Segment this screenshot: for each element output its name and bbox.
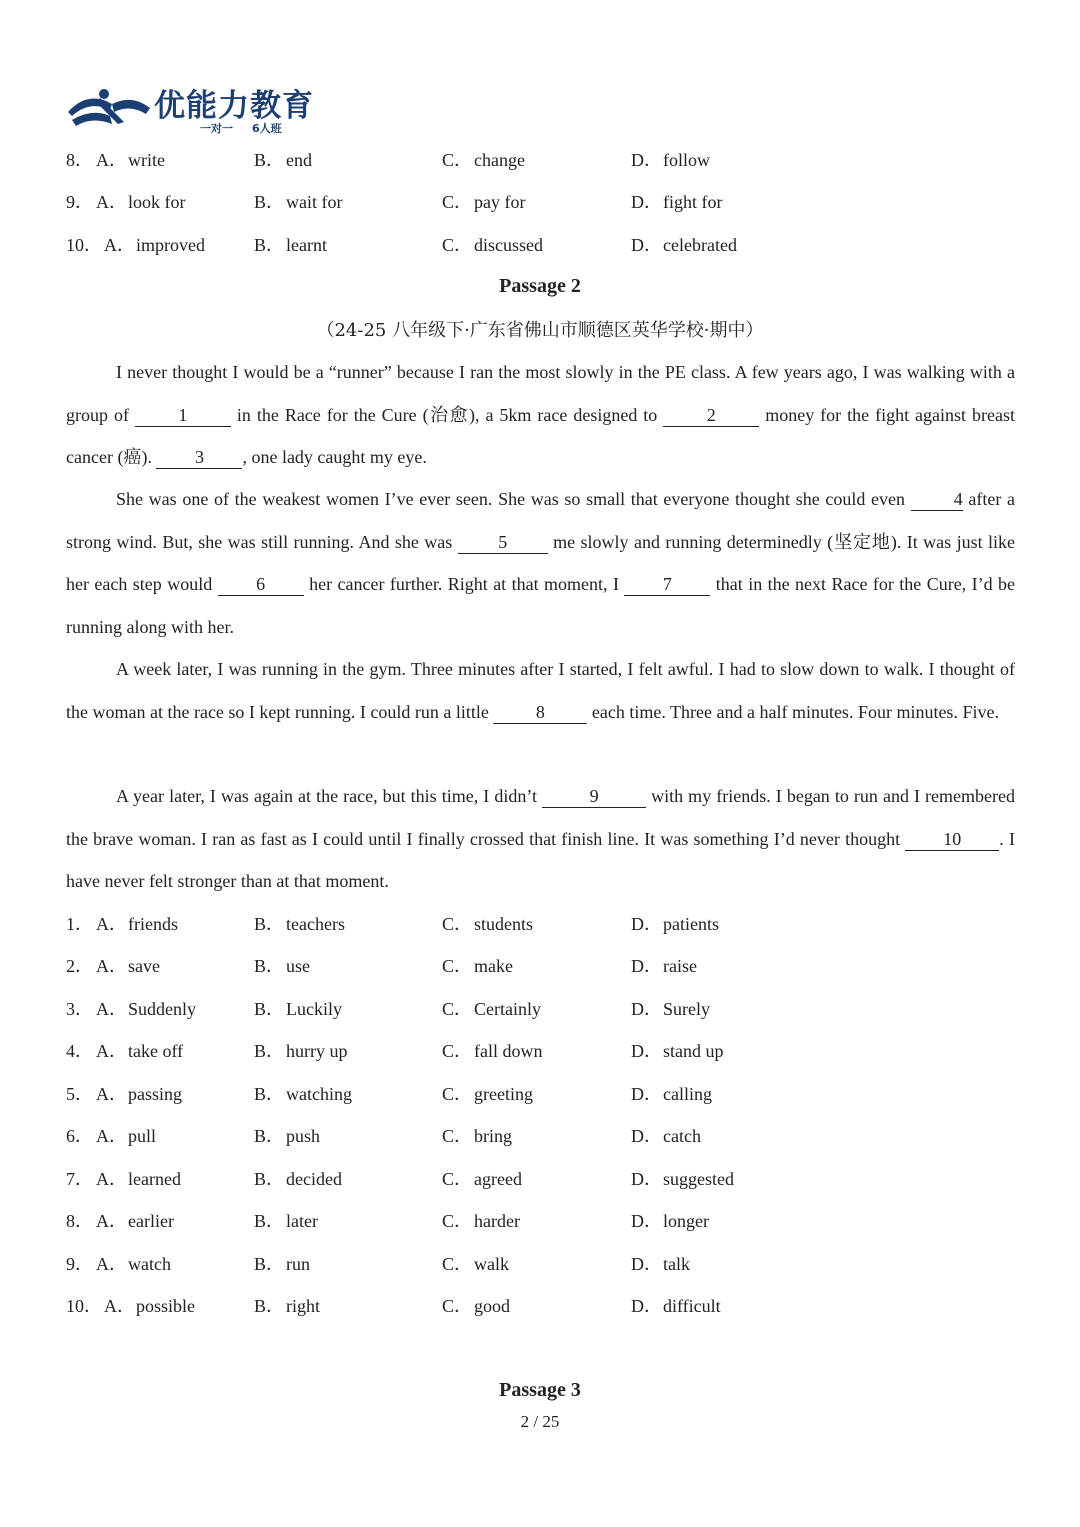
option-a: A．improved [104, 235, 205, 255]
passage-2-title: Passage 2 [499, 275, 581, 297]
blank-7: 7 [624, 573, 710, 596]
option-b: B． run [254, 1254, 310, 1274]
option-c: C． Certainly [442, 999, 541, 1019]
option-b: B． wait for [254, 192, 343, 212]
option-a: A．earlier [96, 1211, 174, 1231]
option-d: D．stand up [631, 1041, 724, 1061]
paragraph-1: I never thought I would be a “runner” because I ran the most slowly in the PE class. A few years ago, I was walking with a group of 1 in the Race for the Cure (治愈), a 5km race designed to 2 money for the fight against breast cancer (癌). 3 , one lady caught my eye. [66, 362, 1015, 467]
question-number: 8． [66, 150, 93, 170]
option-d: D．difficult [631, 1296, 721, 1316]
passage-2-source: （24-25 八年级下·广东省佛山市顺德区英华学校·期中） [316, 320, 764, 341]
blank-1: 1 [135, 404, 231, 427]
option-b: B． hurry up [254, 1041, 348, 1061]
option-c: C． bring [442, 1126, 512, 1146]
question-number: 9． [66, 192, 93, 212]
option-c: C． agreed [442, 1169, 522, 1189]
question-number: 2． [66, 956, 93, 976]
option-b: B． Luckily [254, 999, 342, 1019]
option-a: A．Suddenly [96, 999, 197, 1019]
option-a: A．learned [96, 1169, 181, 1189]
option-a: A．write [96, 150, 165, 170]
blank-8: 8 [493, 701, 587, 724]
question-number: 8． [66, 1211, 93, 1231]
blank-6: 6 [218, 573, 304, 596]
option-a: A．watch [96, 1254, 171, 1274]
paragraph-4: A year later, I was again at the race, but this time, I didn’t 9 with my friends. I began to run and I remembered the brave woman. I ran as fast as I could until I finally crossed that finish line. It was something I’d never thought 10 . I have never felt stronger than at that moment. [66, 786, 1016, 891]
option-a: A．save [96, 956, 160, 976]
option-c: C． walk [442, 1254, 509, 1274]
option-b: B． decided [254, 1169, 342, 1189]
option-d: D．Surely [631, 999, 710, 1019]
option-b: B． push [254, 1126, 321, 1146]
question-number: 10． [66, 1296, 102, 1316]
question-number: 5． [66, 1084, 93, 1104]
option-d: D．follow [631, 150, 710, 170]
question-number: 4． [66, 1041, 93, 1061]
question-number: 7． [66, 1169, 93, 1189]
question-number: 6． [66, 1126, 93, 1146]
option-a: A．look for [96, 192, 186, 212]
option-b: B． watching [254, 1084, 352, 1104]
page-number: 2 / 25 [520, 1412, 560, 1431]
option-d: D．calling [631, 1084, 712, 1104]
option-a: A．pull [96, 1126, 157, 1146]
option-d: D．raise [631, 956, 697, 976]
option-c: C． pay for [442, 192, 526, 212]
question-number: 10． [66, 235, 102, 255]
option-c: C． harder [442, 1211, 520, 1231]
option-c: C． fall down [442, 1041, 543, 1061]
option-a: A．passing [96, 1084, 182, 1104]
passage-3-title: Passage 3 [499, 1379, 581, 1401]
option-d: D．catch [631, 1126, 701, 1146]
question-number: 9． [66, 1254, 93, 1274]
option-c: C． make [442, 956, 513, 976]
blank-9: 9 [542, 785, 646, 808]
option-d: D．patients [631, 914, 719, 934]
option-a: A．possible [104, 1296, 196, 1316]
blank-3: 3 [156, 446, 242, 469]
paragraph-3: A week later, I was running in the gym. Three minutes after I started, I felt awful. I had to slow down to walk. I thought of the woman at the race so I kept running. I could run a little 8 each time. Three and a half minutes. Four minutes. Five. [66, 659, 1015, 722]
option-c: C． greeting [442, 1084, 533, 1104]
option-a: A．friends [96, 914, 178, 934]
header-logo [66, 78, 326, 134]
option-b: B． use [254, 956, 310, 976]
option-c: C． change [442, 150, 525, 170]
book-logo-icon [66, 84, 152, 134]
question-number: 1． [66, 914, 93, 934]
option-c: C． good [442, 1296, 510, 1316]
blank-5: 5 [458, 531, 548, 554]
option-b: B． later [254, 1211, 318, 1231]
option-a: A．take off [96, 1041, 184, 1061]
option-b: B． teachers [254, 914, 345, 934]
option-b: B． right [254, 1296, 320, 1316]
option-d: D．celebrated [631, 235, 737, 255]
brand-name: 优能力教育 [154, 88, 314, 124]
blank-10: 10 [905, 828, 999, 851]
option-c: C． students [442, 914, 534, 934]
blank-2: 2 [663, 404, 759, 427]
option-c: C． discussed [442, 235, 543, 255]
blank-4: 4 [911, 488, 963, 511]
option-d: D．longer [631, 1211, 709, 1231]
option-b: B． end [254, 150, 312, 170]
question-number: 3． [66, 999, 93, 1019]
tagline-one-on-one: 一对一 [200, 122, 233, 135]
option-d: D．suggested [631, 1169, 734, 1189]
option-d: D．talk [631, 1254, 690, 1274]
option-d: D．fight for [631, 192, 723, 212]
option-b: B． learnt [254, 235, 327, 255]
tagline-six-class: 6人班 [252, 122, 282, 135]
paragraph-2: She was one of the weakest women I’ve ever seen. She was so small that everyone thought she could even 4 after a strong wind. But, she was still running. And she was 5 me slowly and running determinedly (坚定地). It was just like her each step would 6 her cancer further. Right at that moment, I 7 that in the next Race for the Cure, I’d be running along with her. [66, 489, 1016, 637]
